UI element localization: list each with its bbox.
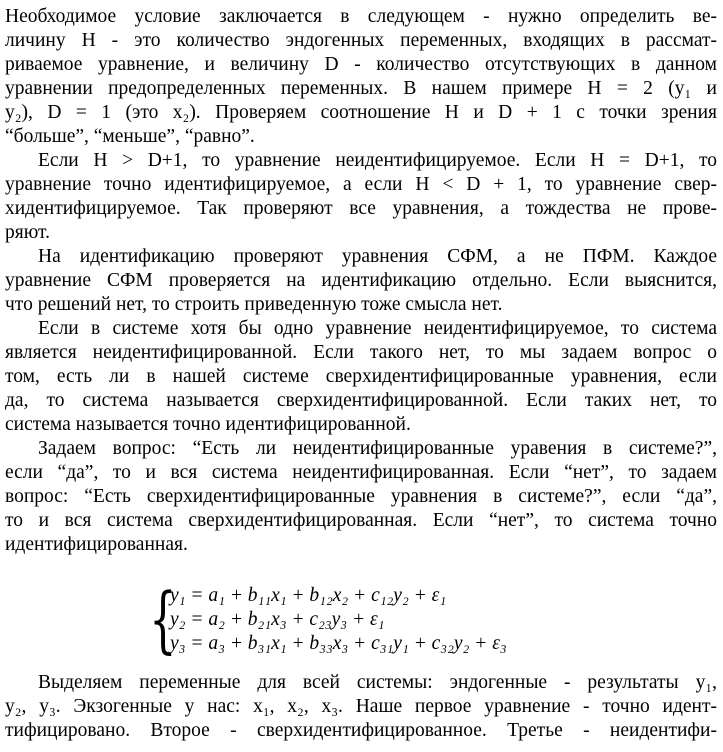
equation-line: y₂ = a₂ + b₂₁x₃ + c₂₃y₃ + ε₁	[170, 609, 385, 630]
text-line: риваемое уравнение, и величину D - количество отсутствующих в данном	[5, 54, 717, 75]
equation-line: y₁ = a₁ + b₁₁x₁ + b₁₂x₂ + c₁₂y₂ + ε₁	[170, 585, 447, 606]
text-line: На идентификацию проверяют уравнения СФМ, а не ПФМ. Каждое	[38, 246, 717, 267]
text-line: хидентифицируемое. Так проверяют все уравнения, а тождества не прове-	[5, 198, 717, 219]
text-line: “больше”, “меньше”, “равно”.	[5, 126, 255, 147]
text-line: уравнение СФМ проверяется на идентификацию отдельно. Если выяснится,	[5, 270, 717, 291]
text-line: система называется точно идентифицированной.	[5, 414, 411, 435]
text-line: y₂), D = 1 (это x₂). Проверяем соотношение H и D + 1 с точки зрения	[5, 102, 717, 123]
text-line: то и вся система сверхидентифицированная. Если “нет”, то система точно	[5, 510, 717, 531]
text-line: что решений нет, то строить приведенную тоже смысла нет.	[5, 294, 503, 315]
text-line: Если в системе хотя бы одно уравнение неидентифицируемое, то система	[38, 318, 717, 339]
equation-line: y₃ = a₃ + b₃₁x₁ + b₃₃x₃ + c₃₁y₁ + c₃₂y₂ + ε₃	[170, 633, 507, 654]
text-line: является неидентифицированной. Если такого нет, то мы задаем вопрос о	[5, 342, 717, 363]
text-line: Выделяем переменные для всей системы: эндогенные - результаты y₁,	[38, 672, 717, 693]
text-line: да, то система называется сверхидентифицированной. Если таких нет, то	[5, 390, 717, 411]
text-line: если “да”, то и вся система неидентифицированная. Если “нет”, то задаем	[5, 462, 717, 483]
text-line: том, есть ли в нашей системе сверхидентифицированные уравнения, если	[5, 366, 717, 387]
text-line: идентифицированная.	[5, 534, 188, 555]
text-line: уравнении предопределенных переменных. В нашем примере H = 2 (y₁ и	[5, 78, 717, 99]
text-line: ряют.	[5, 222, 50, 243]
text-line: вопрос: “Есть сверхидентифицированные уравнения в системе?”, если “да”,	[5, 486, 717, 507]
text-line: личину H - это количество эндогенных переменных, входящих в рассмат-	[5, 30, 717, 51]
text-line: Необходимое условие заключается в следующем - нужно определить ве-	[5, 6, 717, 27]
text-line: тифицировано. Второе - сверхидентифицированное. Третье - неидентифи-	[5, 720, 717, 741]
text-line: Если H > D+1, то уравнение неидентифицируемое. Если H = D+1, то	[38, 150, 717, 171]
text-line: уравнение точно идентифицируемое, а если H < D + 1, то уравнение свер-	[5, 174, 717, 195]
system-brace: {	[149, 577, 177, 661]
text-line: y₂, y₃. Экзогенные у нас: x₁, x₂, x₃. Наше первое уравнение - точно идент-	[5, 696, 717, 717]
text-line: Задаем вопрос: “Есть ли неидентифицированные уравения в системе?”,	[38, 438, 717, 459]
